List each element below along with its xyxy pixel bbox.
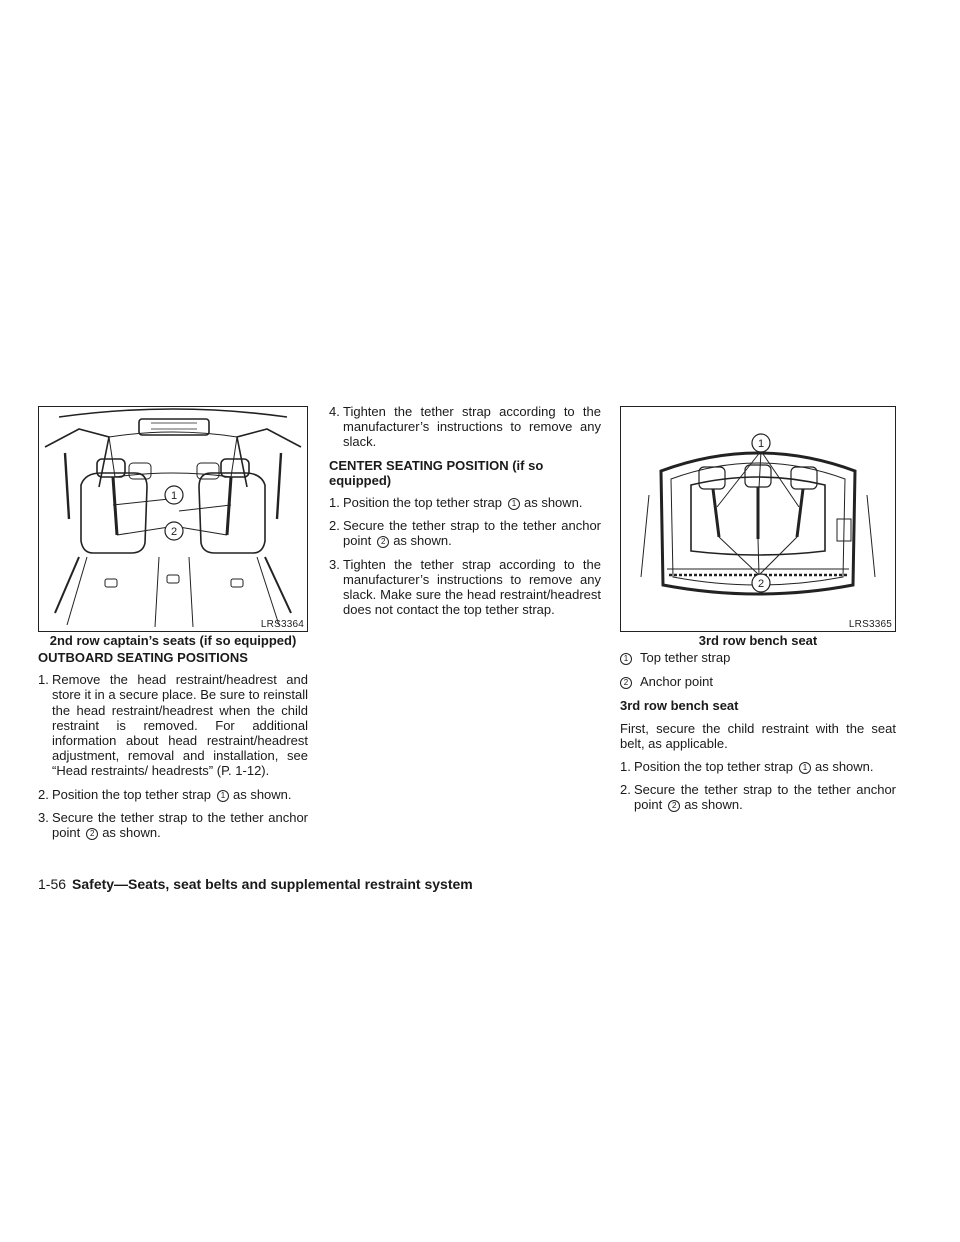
step-text: as shown. <box>523 495 583 511</box>
step-text: Remove the head restraint/headrest and store it in a secure place. Be sure to reinstall the head restraint/headrest when the child restraint is removed. For additional information about head restraint/headrest adjustment, removal and installation, see “Head restraints/ headrests” (P. 1-12). <box>52 672 308 779</box>
step-text: as shown. <box>232 786 292 802</box>
callout-badge: 1 <box>508 498 520 510</box>
callout-badge: 2 <box>86 828 98 840</box>
step-item <box>38 787 308 802</box>
figure-code: LRS3364 <box>260 619 304 630</box>
callout-badge: 1 <box>620 653 632 665</box>
callout-badge: 2 <box>668 800 680 812</box>
legend-label: Anchor point <box>640 674 713 690</box>
step-number: 2. <box>38 786 49 802</box>
column-3 <box>620 650 896 821</box>
step-number: 3. <box>329 556 340 572</box>
figure-caption: 2nd row captain’s seats (if so equipped) <box>49 633 297 648</box>
step-text: as shown. <box>814 759 874 775</box>
figure-2nd-row <box>38 406 308 632</box>
callout-badge: 2 <box>377 536 389 548</box>
step-number: 1. <box>329 495 340 511</box>
step-item <box>620 782 896 812</box>
legend-label: Top tether strap <box>640 650 731 665</box>
callout-1: 1 <box>757 438 765 450</box>
step-text: as shown. <box>102 825 161 841</box>
figure-caption: 3rd row bench seat <box>698 633 818 648</box>
step-number: 2. <box>620 782 631 798</box>
step-number: 1. <box>620 759 631 775</box>
section-heading: OUTBOARD SEATING POSITIONS <box>38 650 248 665</box>
column-2 <box>329 404 601 625</box>
section-heading: 3rd row bench seat <box>620 698 739 714</box>
callout-1: 1 <box>170 490 178 502</box>
step-text: Secure the tether strap to the tether anchor point <box>634 782 896 813</box>
page-number: 1-56 <box>38 876 67 892</box>
step-number: 1. <box>38 672 49 688</box>
step-text: Secure the tether strap to the tether anchor point <box>52 809 308 841</box>
section-title: Safety—Seats, seat belts and supplemental restraint system <box>72 876 473 892</box>
step-item <box>329 404 601 450</box>
page-footer <box>38 876 473 892</box>
intro-paragraph: First, secure the child restraint with the seat belt, as applicable. <box>620 720 896 751</box>
step-text: Position the top tether strap <box>634 759 793 775</box>
step-item <box>620 759 896 774</box>
legend-item <box>620 650 896 665</box>
step-text: Tighten the tether strap according to the manufacturer’s instructions to remove any slack. <box>343 404 601 450</box>
step-text: as shown. <box>684 797 743 813</box>
step-number: 3. <box>38 809 49 825</box>
step-item <box>38 672 308 778</box>
legend-item <box>620 674 896 689</box>
column-1 <box>38 650 308 848</box>
figure-3rd-row <box>620 406 896 632</box>
callout-2: 2 <box>757 578 765 590</box>
step-number: 2. <box>329 518 340 534</box>
step-text: as shown. <box>393 533 452 549</box>
step-text: Secure the tether strap to the tether anchor point <box>343 518 601 549</box>
step-item <box>329 495 601 510</box>
step-text: Position the top tether strap <box>52 786 211 802</box>
section-heading: CENTER SEATING POSITION (if so equipped) <box>329 457 544 488</box>
step-item <box>329 518 601 548</box>
figure-code: LRS3365 <box>848 619 892 630</box>
illustration-3rd-row-bench <box>621 407 895 631</box>
step-text: Position the top tether strap <box>343 495 502 511</box>
step-number: 4. <box>329 404 340 419</box>
callout-badge: 1 <box>799 762 811 774</box>
step-item <box>329 557 601 618</box>
step-item <box>38 810 308 840</box>
step-text: Tighten the tether strap according to the manufacturer’s instructions to remove any slack. Make sure the head restraint/headrest does not contact the top tether strap. <box>343 556 601 618</box>
illustration-2nd-row-seats <box>39 407 307 631</box>
callout-badge: 1 <box>217 790 229 802</box>
callout-2: 2 <box>170 526 178 538</box>
callout-badge: 2 <box>620 677 632 689</box>
